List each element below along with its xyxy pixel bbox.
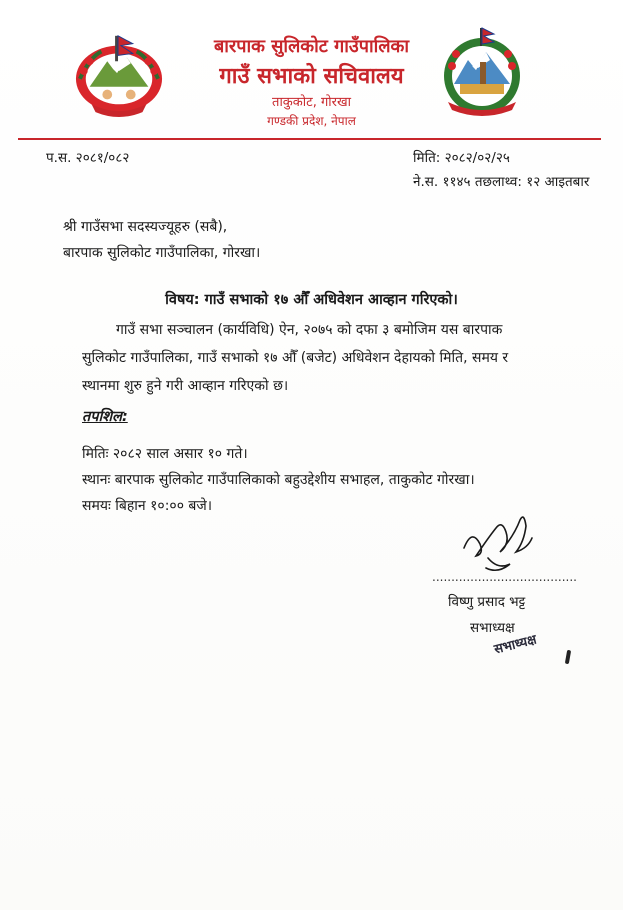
province-country: गण्डकी प्रदेश, नेपाल <box>267 114 356 128</box>
details-date: मितिः २०८२ साल असार १० गते। <box>82 446 248 462</box>
signatory-name: विष्णु प्रसाद भट्ट <box>448 594 526 610</box>
recipient-line-2: बारपाक सुलिकोट गाउँपालिका, गोरखा। <box>63 245 261 261</box>
header-divider <box>18 138 601 140</box>
municipality-name: बारपाक सुलिकोट गाउँपालिका <box>213 36 410 57</box>
office-address: ताकुकोट, गोरखा <box>272 95 351 110</box>
details-venue: स्थानः बारपाक सुलिकोट गाउँपालिकाको बहुउद्देशीय सभाहल, ताकुकोट गोरखा। <box>82 472 475 488</box>
body-line-3: स्थानमा शुरु हुने गरी आव्हान गरिएको छ। <box>82 378 289 394</box>
details-time: समयः बिहान १०:०० बजे। <box>82 498 213 514</box>
letter-date: मिति: २०८२/०२/२५ <box>413 150 510 166</box>
subject-line: विषय: गाउँ सभाको १७ औँ अधिवेशन आव्हान गरिएको। <box>165 292 458 308</box>
body-line-1: गाउँ सभा सञ्चालन (कार्यविधि) ऐन, २०७५ को दफा ३ बमोजिम यस बारपाक <box>116 322 503 338</box>
details-heading: तपशिल: <box>82 409 128 425</box>
ink-mark <box>565 650 571 664</box>
nepal-sambat-date: ने.स. ११४५ तछलाथ्व: १२ आइतबार <box>413 174 590 190</box>
reference-number: प.स. २०८१/०८२ <box>46 150 130 166</box>
signatory-title: सभाध्यक्ष <box>470 620 515 636</box>
handwritten-signature-icon <box>458 508 538 578</box>
office-name: गाउँ सभाको सचिवालय <box>219 64 404 89</box>
signature-dotted-line: ...................................... <box>432 570 577 584</box>
body-line-2: सुलिकोट गाउँपालिका, गाउँ सभाको १७ औँ (बजेट) अधिवेशन देहायको मिति, समय र <box>82 350 509 366</box>
recipient-line-1: श्री गाउँसभा सदस्यज्यूहरु (सबै), <box>63 219 228 235</box>
official-stamp: सभाध्यक्ष <box>492 632 539 658</box>
